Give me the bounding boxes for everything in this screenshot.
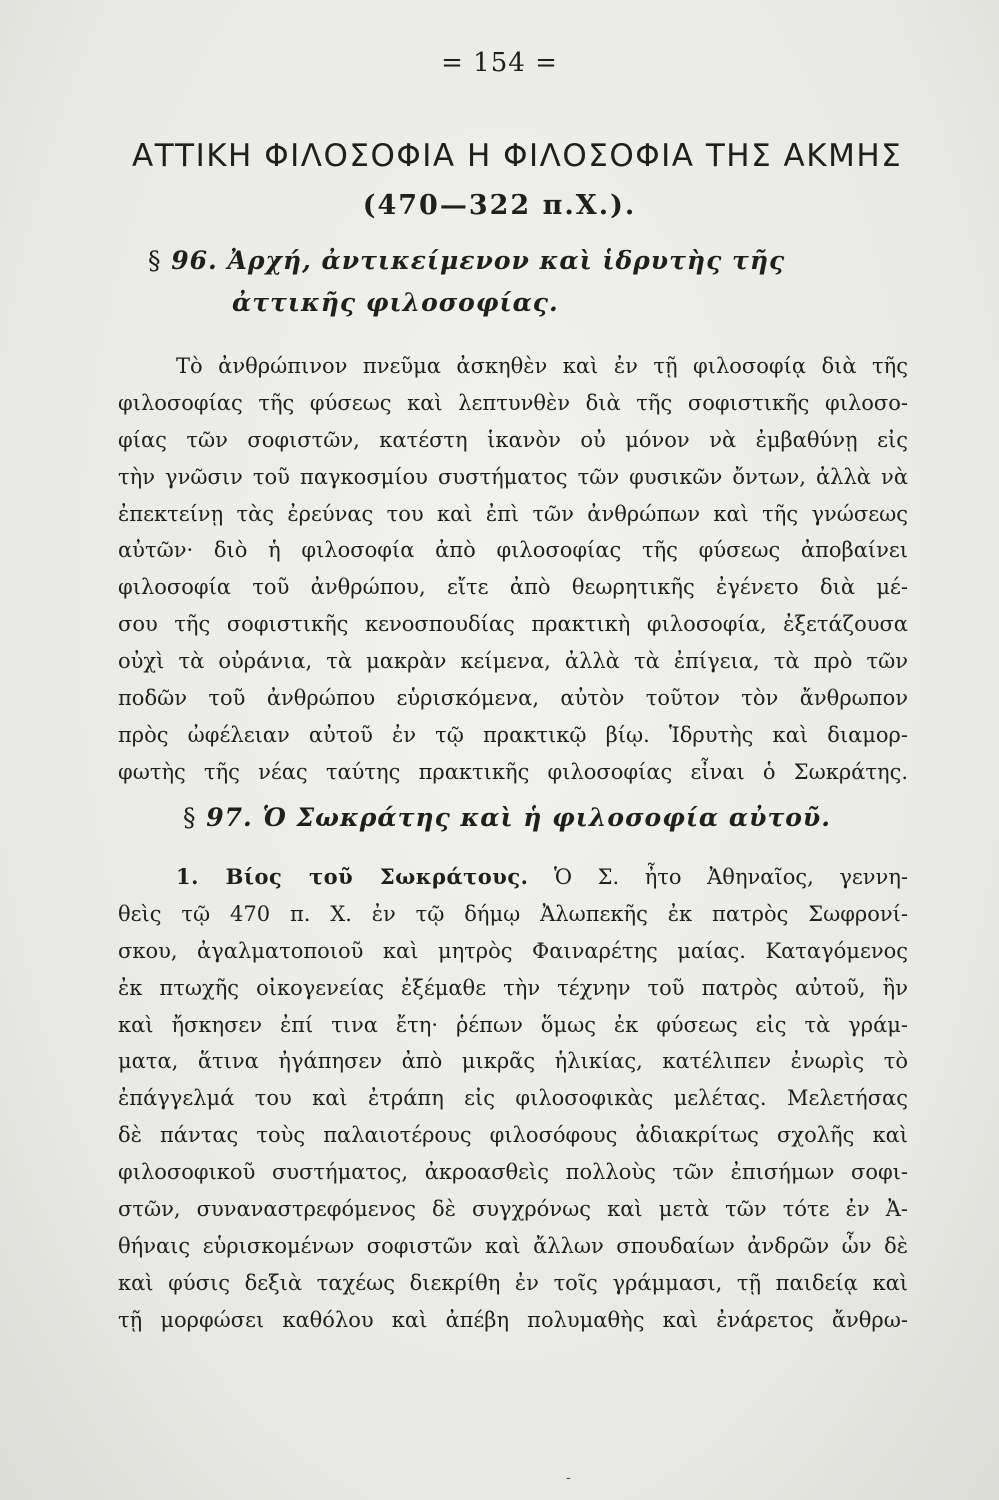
text-line: ἐπεκτείνῃ τὰς ἐρεύνας του καὶ ἐπὶ τῶν ἀνθρώπων καὶ τῆς γνώσεως [118,501,908,526]
section-96-number: 96. [171,246,218,275]
text-line: φίας τῶν σοφιστῶν, κατέστη ἱκανὸν οὐ μόνον νὰ ἐμβαθύνῃ εἰς [118,427,908,452]
text-line: αὐτῶν· διὸ ἡ φιλοσοφία ἀπὸ φιλοσοφίας τῆς φύσεως ἀποβαίνει [118,538,908,563]
page-number: = 154 = [441,48,558,78]
section-97-paragraph [118,859,908,1339]
chapter-title: ΑΤΤΙΚΗ ΦΙΛΟΣΟΦΙΑ Η ΦΙΛΟΣΟΦΙΑ ΤΗΣ ΑΚΜΗΣ [132,138,903,174]
subsection-heading: 1. Βίος τοῦ Σωκράτους. [176,864,529,889]
text-line: σου τῆς σοφιστικῆς κενοσπουδίας πρακτικὴ φιλοσοφία, ἐξετάζουσα [118,612,908,637]
text-line: οὐχὶ τὰ οὐράνια, τὰ μακρὰν κείμενα, ἀλλὰ τὰ ἐπίγεια, τὰ πρὸ τῶν [118,649,908,674]
text-line: ματα, ἅτινα ἠγάπησεν ἀπὸ μικρᾶς ἡλικίας, κατέλιπεν ἐνωρὶς τὸ [118,1049,908,1074]
text-line: ποδῶν τοῦ ἀνθρώπου εὑρισκόμενα, αὐτὸν τοῦτον τὸν ἄνθρωπον [118,686,908,711]
section-96-heading-line2: ἀττικῆς φιλοσοφίας. [232,288,559,317]
text-line-continuation: Ὁ Σ. ἦτο Ἀθηναῖος, γεννη- [554,865,908,889]
page-mark: - [566,1470,571,1486]
text-line: ἐπάγγελμά του καὶ ἐτράπη εἰς φιλοσοφικὰς μελέτας. Μελετήσας [118,1086,908,1111]
section-sign: § [183,803,197,832]
section-96-paragraph [118,348,908,791]
section-sign: § [148,246,162,275]
text-line: Τὸ ἀνθρώπινον πνεῦμα ἀσκηθὲν καὶ ἐν τῇ φιλοσοφίᾳ διὰ τῆς [176,354,908,378]
section-97-heading [183,803,831,832]
chapter-dates: (470—322 π.Χ.). [362,190,637,221]
text-line [118,859,908,896]
text-line: σκου, ἀγαλματοποιοῦ καὶ μητρὸς Φαιναρέτης μαίας. Καταγόμενος [118,938,908,963]
section-97-title: Ὁ Σωκράτης καὶ ἡ φιλοσοφία αὐτοῦ. [262,803,831,832]
text-line: φιλοσοφικοῦ συστήματος, ἀκροασθεὶς πολλοὺς τῶν ἐπισήμων σοφι- [118,1160,908,1185]
text-line: στῶν, συναναστρεφόμενος δὲ συγχρόνως καὶ μετὰ τῶν τότε ἐν Ἀ- [118,1197,908,1222]
text-line: ἐκ πτωχῆς οἰκογενείας ἐξέμαθε τὴν τέχνην τοῦ πατρὸς αὐτοῦ, ἣν [118,975,908,1000]
text-line: φωτὴς τῆς νέας ταύτης πρακτικῆς φιλοσοφίας εἶναι ὁ Σωκράτης. [118,759,908,784]
text-line: φιλοσοφία τοῦ ἀνθρώπου, εἴτε ἀπὸ θεωρητικῆς ἐγένετο διὰ μέ- [118,575,908,600]
text-line: πρὸς ὠφέλειαν αὐτοῦ ἐν τῷ πρακτικῷ βίῳ. Ἱδρυτὴς καὶ διαμορ- [118,722,908,747]
text-line: τῇ μορφώσει καθόλου καὶ ἀπέβη πολυμαθὴς καὶ ἐνάρετος ἄνθρω- [118,1307,908,1332]
text-line: δὲ πάντας τοὺς παλαιοτέρους φιλοσόφους ἀδιακρίτως σχολῆς καὶ [118,1123,908,1148]
text-line: καὶ φύσις δεξιὰ ταχέως διεκρίθη ἐν τοῖς γράμμασι, τῇ παιδείᾳ καὶ [118,1270,908,1295]
text-line: φιλοσοφίας τῆς φύσεως καὶ λεπτυνθὲν διὰ τῆς σοφιστικῆς φιλοσο- [118,390,908,415]
text-line: θεὶς τῷ 470 π. Χ. ἐν τῷ δήμῳ Ἀλωπεκῆς ἐκ πατρὸς Σωφρονί- [118,901,908,926]
text-line: τὴν γνῶσιν τοῦ παγκοσμίου συστήματος τῶν φυσικῶν ὄντων, ἀλλὰ νὰ [118,464,908,489]
section-96-heading-line1: Ἀρχή, ἀντικείμενον καὶ ἱδρυτὴς τῆς [227,246,786,275]
section-97-number: 97. [206,803,253,832]
text-line: καὶ ἤσκησεν ἐπί τινα ἔτη· ῥέπων ὅμως ἐκ φύσεως εἰς τὰ γράμ- [118,1012,908,1037]
text-line: θήναις εὑρισκομένων σοφιστῶν καὶ ἄλλων σπουδαίων ἀνδρῶν ὧν δὲ [118,1233,908,1258]
section-96-heading [148,246,785,275]
